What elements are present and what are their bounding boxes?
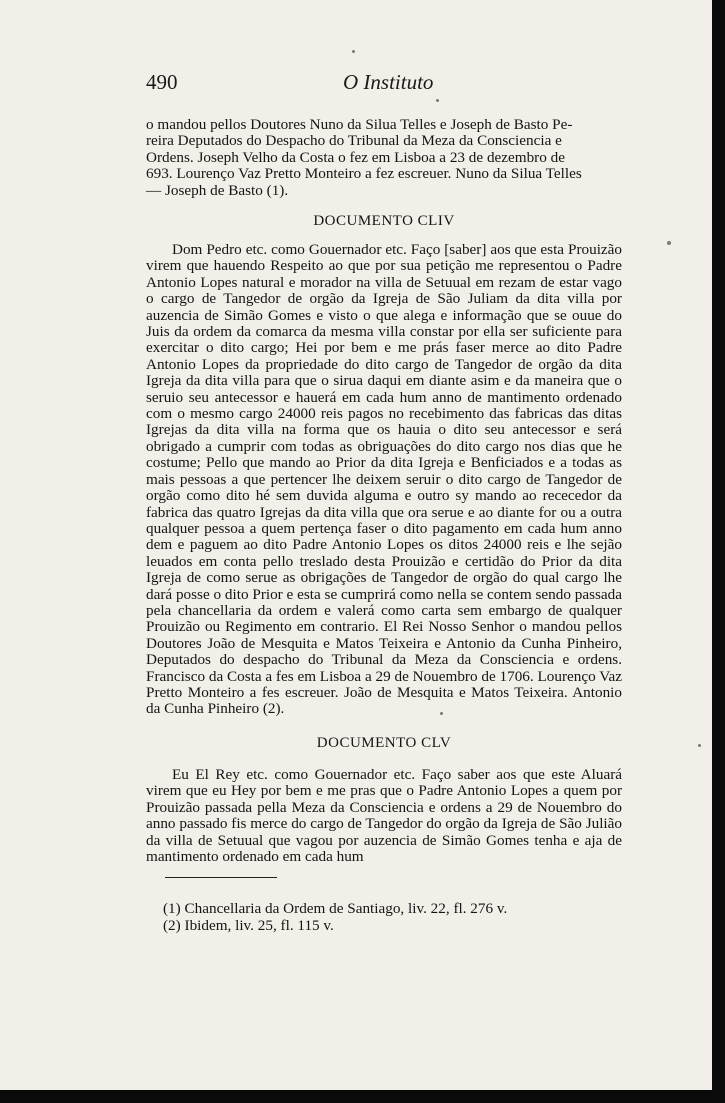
footnote-divider	[165, 877, 277, 878]
document-clv-heading: DOCUMENTO CLV	[316, 735, 452, 751]
intro-line: 693. Lourenço Vaz Pretto Monteiro a fez escreuer. Nuno da Silua Telles	[146, 165, 582, 183]
footnote-1: (1) Chancellaria da Ordem de Santiago, liv. 22, fl. 276 v.	[163, 900, 508, 917]
document-cliv-heading: DOCUMENTO CLIV	[313, 213, 455, 229]
document-cliv-text: Dom Pedro etc. como Gouernador etc. Faço [saber] aos que esta Prouizão virem que hauendo Respeito ao que por sua petição me representou o Padre Antonio Lopes natural e morador na villa de Setuual em rezam de estar vago o cargo de Tangedor de orgão da Igreja de São Juliam da dita villa por auzencia de Simão Gomes e visto o que alega e informação que se ouue do Juis da ordem da comarca da mesma villa constar por ella ser suficiente para exercitar o dito cargo; Hei por bem e me prás faser merce ao dito Padre Antonio Lopes da propriedade do dito cargo de Tangedor de orgão da dita Igreja da dita villa para que o sirua daqui em diante asim e da maneira que o seruio seu antecessor e hauerá em cada hum anno de mantimento ordenado com o mesmo cargo 24000 reis pagos no recebimento das fabricas das ditas Igrejas da dita villa na forma que os hauia o dito seu antecessor e será obrigado a cumprir com todas as obriguações do dito cargo nos dias que he costume; Pello que mando ao Prior da dita Igreja e Benficiados e a todas as mais pessoas a que pertencer lhe deixem seruir o dito cargo de Tangedor de orgão como dito hé sem duvida alguma e outro sy mando ao rececedor da fabrica das quatro Igrejas da dita villa que ora serue e ao diante for ou a outra qualquer pessoa a quem pertença faser o dito pagamento em cada hum anno dem e paguem ao dito Padre Antonio Lopes os ditos 24000 reis e lhe sejão leuados em conta pello treslado desta Prouizão e certidão do Prior da dita Igreja de como serue as obrigações de Tangedor de orgão do qual cargo lhe dará posse o dito Prior e esta se cumprirá como nella se contem sendo passada pela chancellaria da ordem e valerá como carta sem embargo de qualquer Prouizão ou Regimento em contrario. El Rei Nosso Senhor o mandou pellos Doutores João de Mesquita e Matos Teixeira e Antonio da Cunha Pinheiro, Deputados do despacho do Tribunal da Meza da Consciencia e ordens. Francisco da Costa a fes em Lisboa a 29 de Nouembro de 1706. Lourenço Vaz Pretto Monteiro a fes escreuer. João de Mesquita e Matos Teixeira. Antonio da Cunha Pinheiro (2).	[146, 241, 622, 718]
paper-speck	[440, 712, 443, 715]
running-title: O Instituto	[343, 70, 434, 94]
intro-line: Ordens. Joseph Velho da Costa o fez em Lisboa a 23 de dezembro de	[146, 148, 565, 166]
paper-speck	[667, 241, 671, 245]
document-clv-text: Eu El Rey etc. como Gouernador etc. Faço saber aos que este Aluará virem que eu Hey por bem e me pras que o Padre Antonio Lopes a quem por Prouizão passada pella Meza da Consciencia e ordens a 29 de Nouembro do anno passado fis merce do cargo de Tangedor do orgão da Igreja de São Julião da villa de Setuual que vagou por auzencia de Simão Gomes tenha e aja de mantimento ordenado em cada hum	[146, 766, 622, 866]
paper-speck	[698, 744, 701, 747]
intro-line: reira Deputados do Despacho do Tribunal da Meza da Consciencia e	[146, 132, 562, 150]
paper-speck	[352, 50, 355, 53]
paper-speck	[436, 99, 439, 102]
intro-paragraph	[146, 117, 622, 199]
intro-line: — Joseph de Basto (1).	[146, 181, 289, 199]
page-number: 490	[146, 70, 178, 94]
footnotes	[163, 900, 603, 934]
intro-line: o mandou pellos Doutores Nuno da Silua Telles e Joseph de Basto Pe-	[146, 116, 573, 133]
footnote-2: (2) Ibidem, liv. 25, fl. 115 v.	[163, 917, 334, 934]
